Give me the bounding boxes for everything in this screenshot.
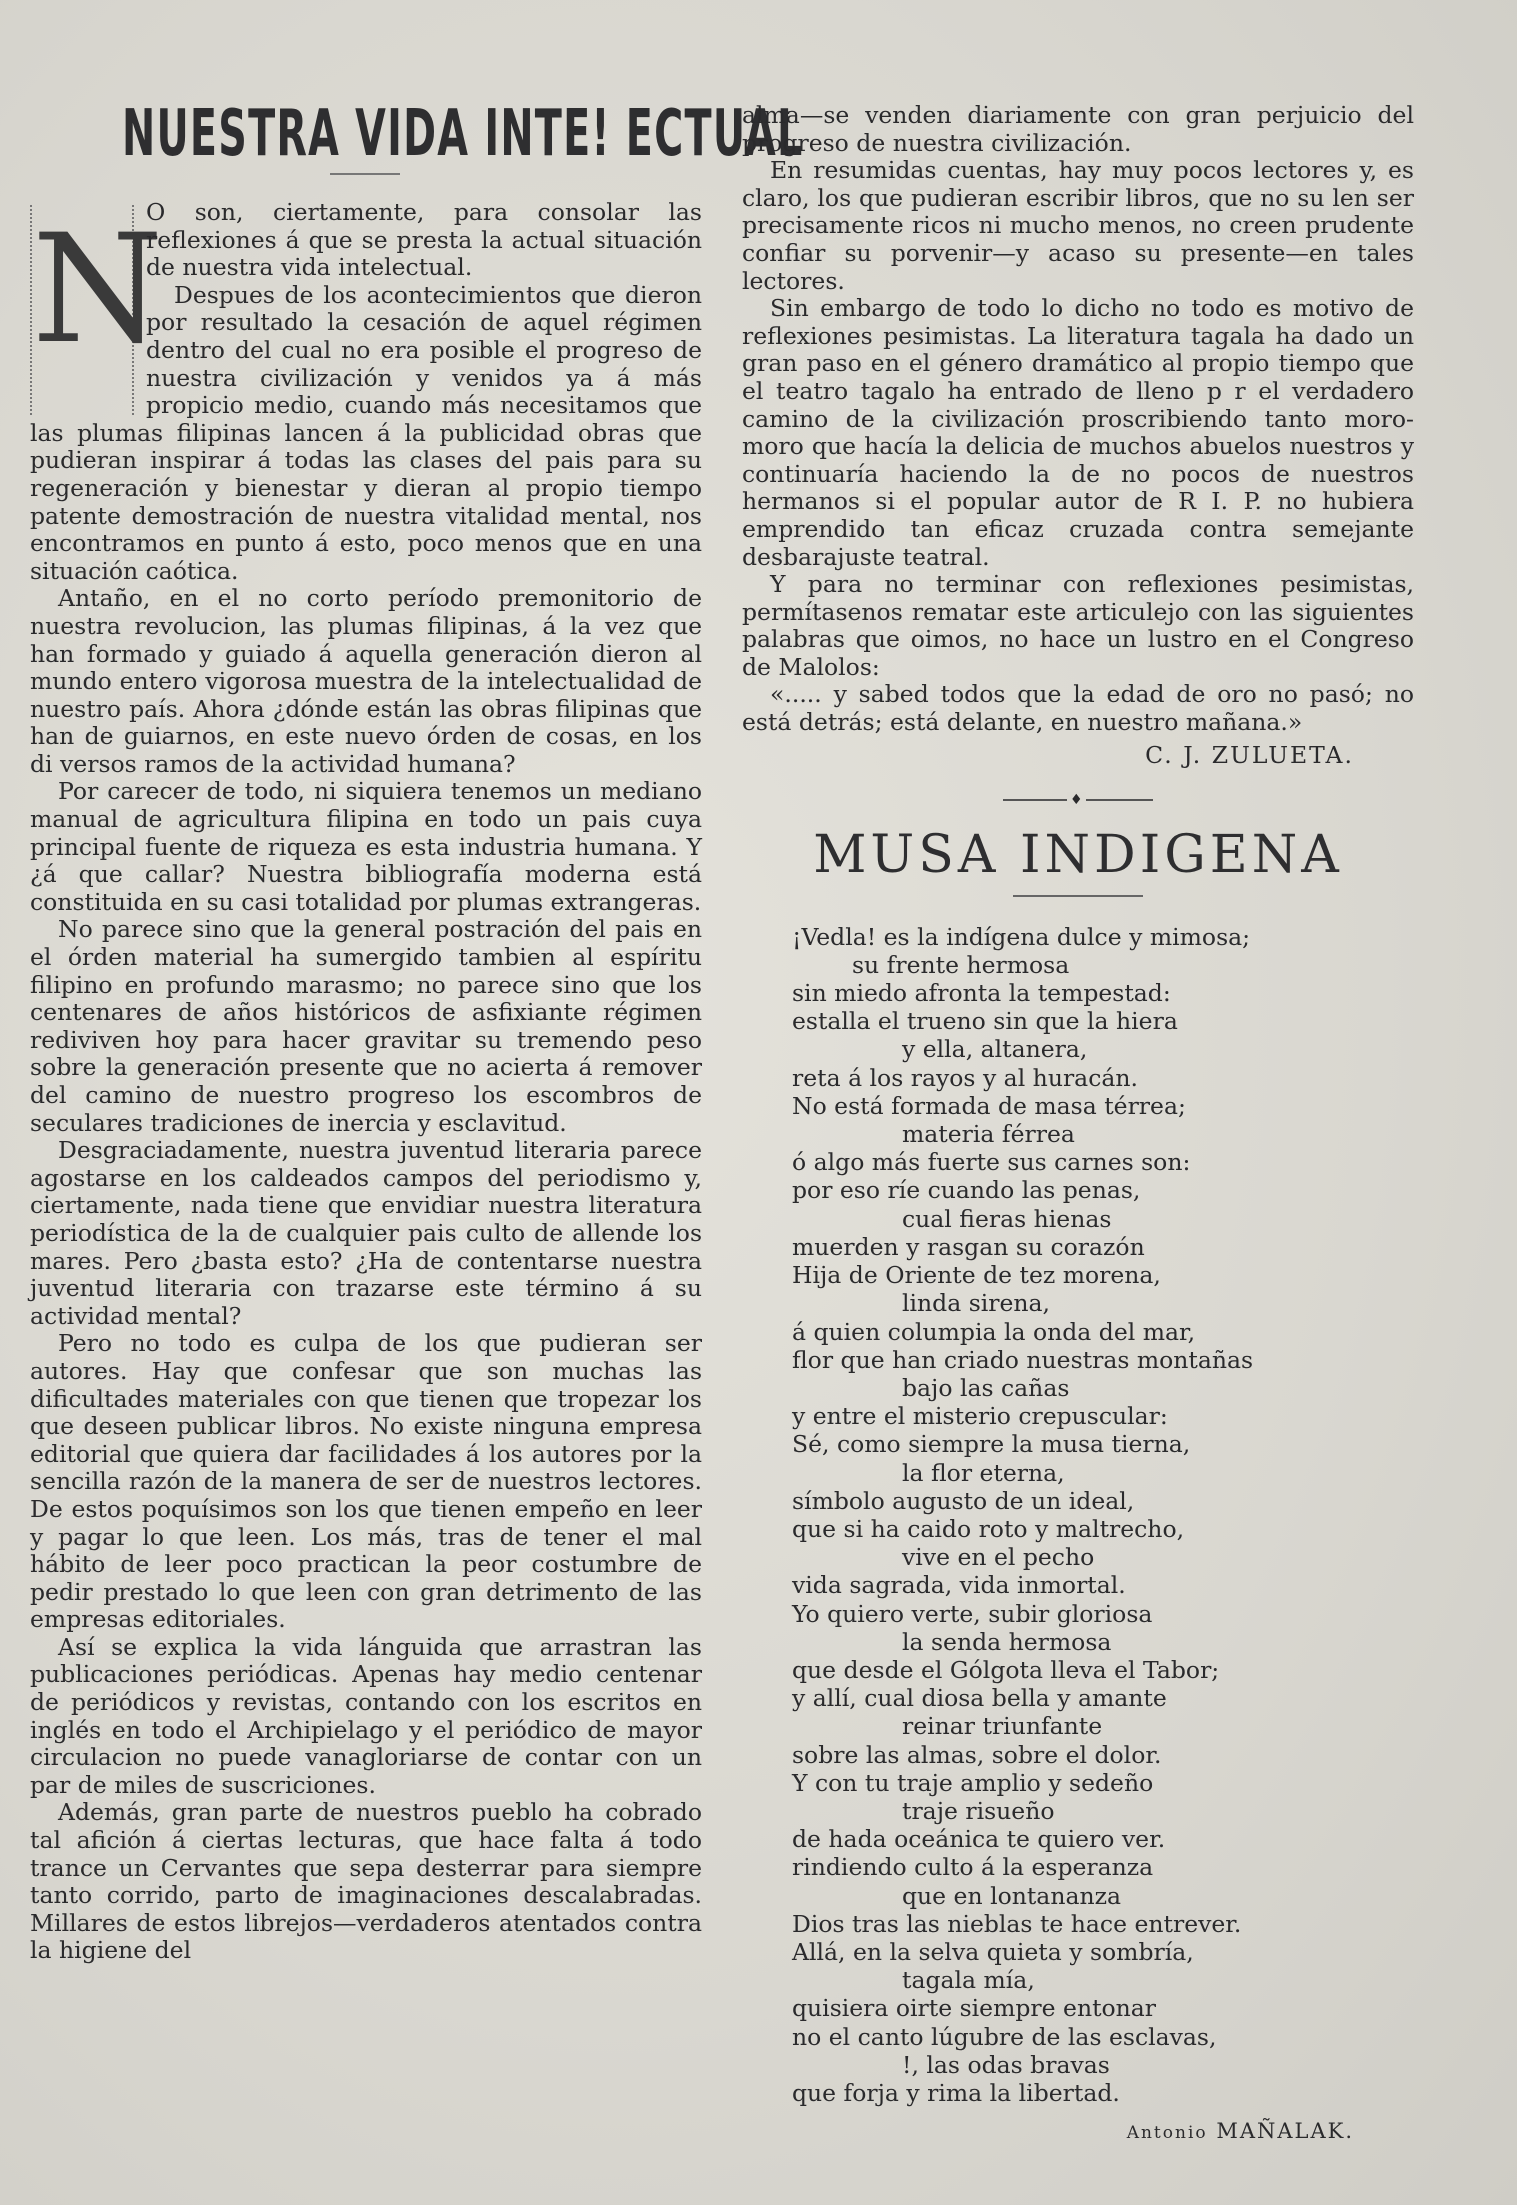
poem-line: muerden y rasgan su corazón (792, 1232, 1145, 1261)
poem-line: cual fieras hienas (902, 1204, 1112, 1233)
poem-line: Allá, en la selva quieta y sombría, (792, 1937, 1194, 1966)
poem-line: la senda hermosa (902, 1627, 1112, 1656)
poem-line: flor que han criado nuestras montañas (792, 1345, 1254, 1374)
author-last-name: MAÑALAK. (1216, 2119, 1354, 2144)
article-paragraph: Por carecer de todo, ni siquiera tenemos un mediano manual de agricultura filipina en todo un pais cuya principal fuente de riqueza es esta industria humana. Y ¿á que callar? Nuestra bibliografía moderna está constituida en su casi totalidad por plumas extrangeras. (30, 777, 702, 916)
article-signature: C. J. ZULUETA. (1145, 740, 1354, 769)
article-title: NUESTRA VIDA INTE! ECTUAL (122, 97, 804, 171)
article-paragraph-continued: En resumidas cuentas, hay muy pocos lectores y, es claro, los que pudieran escribir libros, que no su len ser precisamente ricos ni mucho menos, no creen prudente confiar su porvenir—y acaso su presente—en tales lectores. (742, 156, 1414, 295)
poem-line: traje risueño (902, 1796, 1055, 1825)
poem-line: á quien columpia la onda del mar, (792, 1317, 1196, 1346)
poem-line: sobre las almas, sobre el dolor. (792, 1740, 1162, 1769)
poem-body (792, 923, 1414, 2108)
article-paragraph: O son, ciertamente, para consolar las reflexiones á que se presta la actual situación de nuestra vida intelectual. (146, 198, 702, 282)
poem-line: por eso ríe cuando las penas, (792, 1176, 1141, 1205)
poem-line: su frente hermosa (852, 950, 1070, 979)
poem-line: Hija de Oriente de tez morena, (792, 1261, 1161, 1290)
article-quote: «..... y sabed todos que la edad de oro no pasó; no está detrás; está delante, en nuestro mañana.» (742, 680, 1414, 737)
poem-line: Sé, como siempre la musa tierna, (792, 1430, 1191, 1459)
author-first-name: Antonio (1126, 2123, 1208, 2144)
poem-line: tagala mía, (902, 1966, 1035, 1995)
divider-ornament-icon: ♦ (1067, 792, 1086, 808)
poem-author (742, 2119, 1414, 2143)
poem-line: materia férrea (902, 1120, 1075, 1149)
article-column-right (742, 102, 1414, 2143)
article-paragraph-continued: alma—se venden diariamente con gran perjuicio del progreso de nuestra civilización. (742, 101, 1414, 157)
poem-line: No está formada de masa térrea; (792, 1091, 1186, 1120)
article-paragraph: Así se explica la vida lánguida que arrastran las publicaciones periódicas. Apenas hay medio centenar de periódicos y revistas, contando con los escritos en inglés en todo el Archipielago y el periódico de mayor circulacion no puede vanagloriarse de contar con un par de miles de suscriciones. (30, 1632, 702, 1799)
section-divider (1003, 791, 1153, 811)
article-paragraph: Además, gran parte de nuestros pueblo ha cobrado tal afición á ciertas lecturas, que hace falta á todo trance un Cervantes que sepa desterrar para siempre tanto corrido, parto de imaginaciones descalabradas. Millares de estos librejos—verdaderos atentados contra la higiene del (30, 1798, 702, 1965)
title-rule (330, 173, 400, 175)
poem-line: reinar triunfante (902, 1712, 1103, 1741)
article-column-left (30, 95, 804, 1965)
poem-line: que desde el Gólgota lleva el Tabor; (792, 1655, 1220, 1684)
article-paragraph-continued: Sin embargo de todo lo dicho no todo es motivo de reflexiones pesimistas. La literatura tagala ha dado un gran paso en el género dramático al propio tiempo que el teatro tagalo ha entrado de lleno p r el verdadero camino de la civilización proscribiendo tanto moro-moro que hacía la delicia de muchos abuelos nuestros y continuaría haciendo la de no pocos de nuestros hermanos si el popular autor de R I. P. no hubiera emprendido tan eficaz cruzada contra semejante desbarajuste teatral. (742, 294, 1414, 571)
dropcap-ornament: N (30, 205, 134, 415)
poem-line: !, las odas bravas (902, 2050, 1110, 2079)
poem-line: Dios tras las nieblas te hace entrever. (792, 1909, 1242, 1938)
poem-line: rindiendo culto á la esperanza (792, 1853, 1154, 1882)
poem-line: y entre el misterio crepuscular: (792, 1402, 1168, 1431)
poem-line: vive en el pecho (902, 1543, 1095, 1572)
poem-line: símbolo augusto de un ideal, (792, 1486, 1135, 1515)
poem-line: bajo las cañas (902, 1373, 1070, 1402)
poem-line: que en lontananza (902, 1881, 1121, 1910)
poem-line: la flor eterna, (902, 1458, 1065, 1487)
poem-line: de hada oceánica te quiero ver. (792, 1825, 1166, 1854)
article-paragraph: Antaño, en el no corto período premonitorio de nuestra revolucion, las plumas filipinas, á la vez que han formado y guiado á aquella generación dieron al mundo entero vigorosa muestra de la intelectualidad de nuestro país. Ahora ¿dónde están las obras filipinas que han de guiarnos, en este nuevo órden de cosas, en los di versos ramos de la actividad humana? (30, 584, 702, 778)
poem-line: no el canto lúgubre de las esclavas, (792, 2022, 1217, 2051)
article-paragraph: Pero no todo es culpa de los que pudieran ser autores. Hay que confesar que son muchas las dificultades materiales con que tienen que tropezar los que deseen publicar libros. No existe ninguna empresa editorial que quiera dar facilidades á los autores por la sencilla razón de la manera de ser de nuestros lectores. De estos poquísimos son los que tienen empeño en leer y pagar lo que leen. Los más, tras de tener el mal hábito de leer poco practican la peor costumbre de pedir prestado lo que leen con gran detrimento de las empresas editoriales. (30, 1329, 702, 1634)
article-paragraph: Despues de los acontecimientos que dieron por resultado la cesación de aquel régimen dentro del cual no era posible el progreso de nuestra civilización y venidos ya á más propicio medio, cuando más necesitamos que las plumas filipinas lancen á la publicidad obras que pudieran inspirar á todas las clases del pais para su regeneración y bienestar y dieran al propio tiempo patente demostración de nuestra vitalidad mental, nos encontramos en punto á esto, poco menos que en una situación caótica. (30, 280, 702, 585)
article-paragraph: Desgraciadamente, nuestra juventud literaria parece agostarse en los caldeados campos del periodismo y, ciertamente, nada tiene que envidiar nuestra literatura periodística de la de cualquier pais culto de allende los mares. Pero ¿basta esto? ¿Ha de contentarse nuestra juventud literaria con trazarse este término á su actividad mental? (30, 1136, 702, 1330)
poem-line: sin miedo afronta la tempestad: (792, 979, 1171, 1008)
poem-line: Y con tu traje amplio y sedeño (792, 1768, 1154, 1797)
poem-line: y ella, altanera, (902, 1035, 1088, 1064)
poem-line: linda sirena, (902, 1289, 1051, 1318)
poem-line: reta á los rayos y al huracán. (792, 1063, 1138, 1092)
poem-line: que forja y rima la libertad. (792, 2078, 1120, 2107)
poem-line: y allí, cual diosa bella y amante (792, 1684, 1167, 1713)
poem-line: estalla el trueno sin que la hiera (792, 1007, 1178, 1036)
poem-line: ó algo más fuerte sus carnes son: (792, 1148, 1191, 1177)
article-paragraph: No parece sino que la general postración del pais en el órden material ha sumergido tambien al espíritu filipino en profundo marasmo; no parece sino que los centenares de años históricos de asfixiante régimen rediviven hoy para hacer gravitar su tremendo peso sobre la generación presente que no acierta á remover del camino de nuestro progreso los escombros de seculares tradiciones de inercia y esclavitud. (30, 915, 702, 1137)
poem-line: Yo quiero verte, subir gloriosa (792, 1599, 1153, 1628)
poem-line: que si ha caido roto y maltrecho, (792, 1514, 1185, 1543)
poem-title-rule (1013, 895, 1143, 897)
poem-line: ¡Vedla! es la indígena dulce y mimosa; (792, 922, 1251, 951)
poem-line: quisiera oirte siempre entonar (792, 1994, 1157, 2023)
poem-line: vida sagrada, vida inmortal. (792, 1571, 1126, 1600)
poem-title: MUSA INDIGENA (813, 824, 1343, 885)
article-paragraph-continued: Y para no terminar con reflexiones pesimistas, permítasenos rematar este articulejo con las siguientes palabras que oimos, no hace un lustro en el Congreso de Malolos: (742, 570, 1414, 681)
